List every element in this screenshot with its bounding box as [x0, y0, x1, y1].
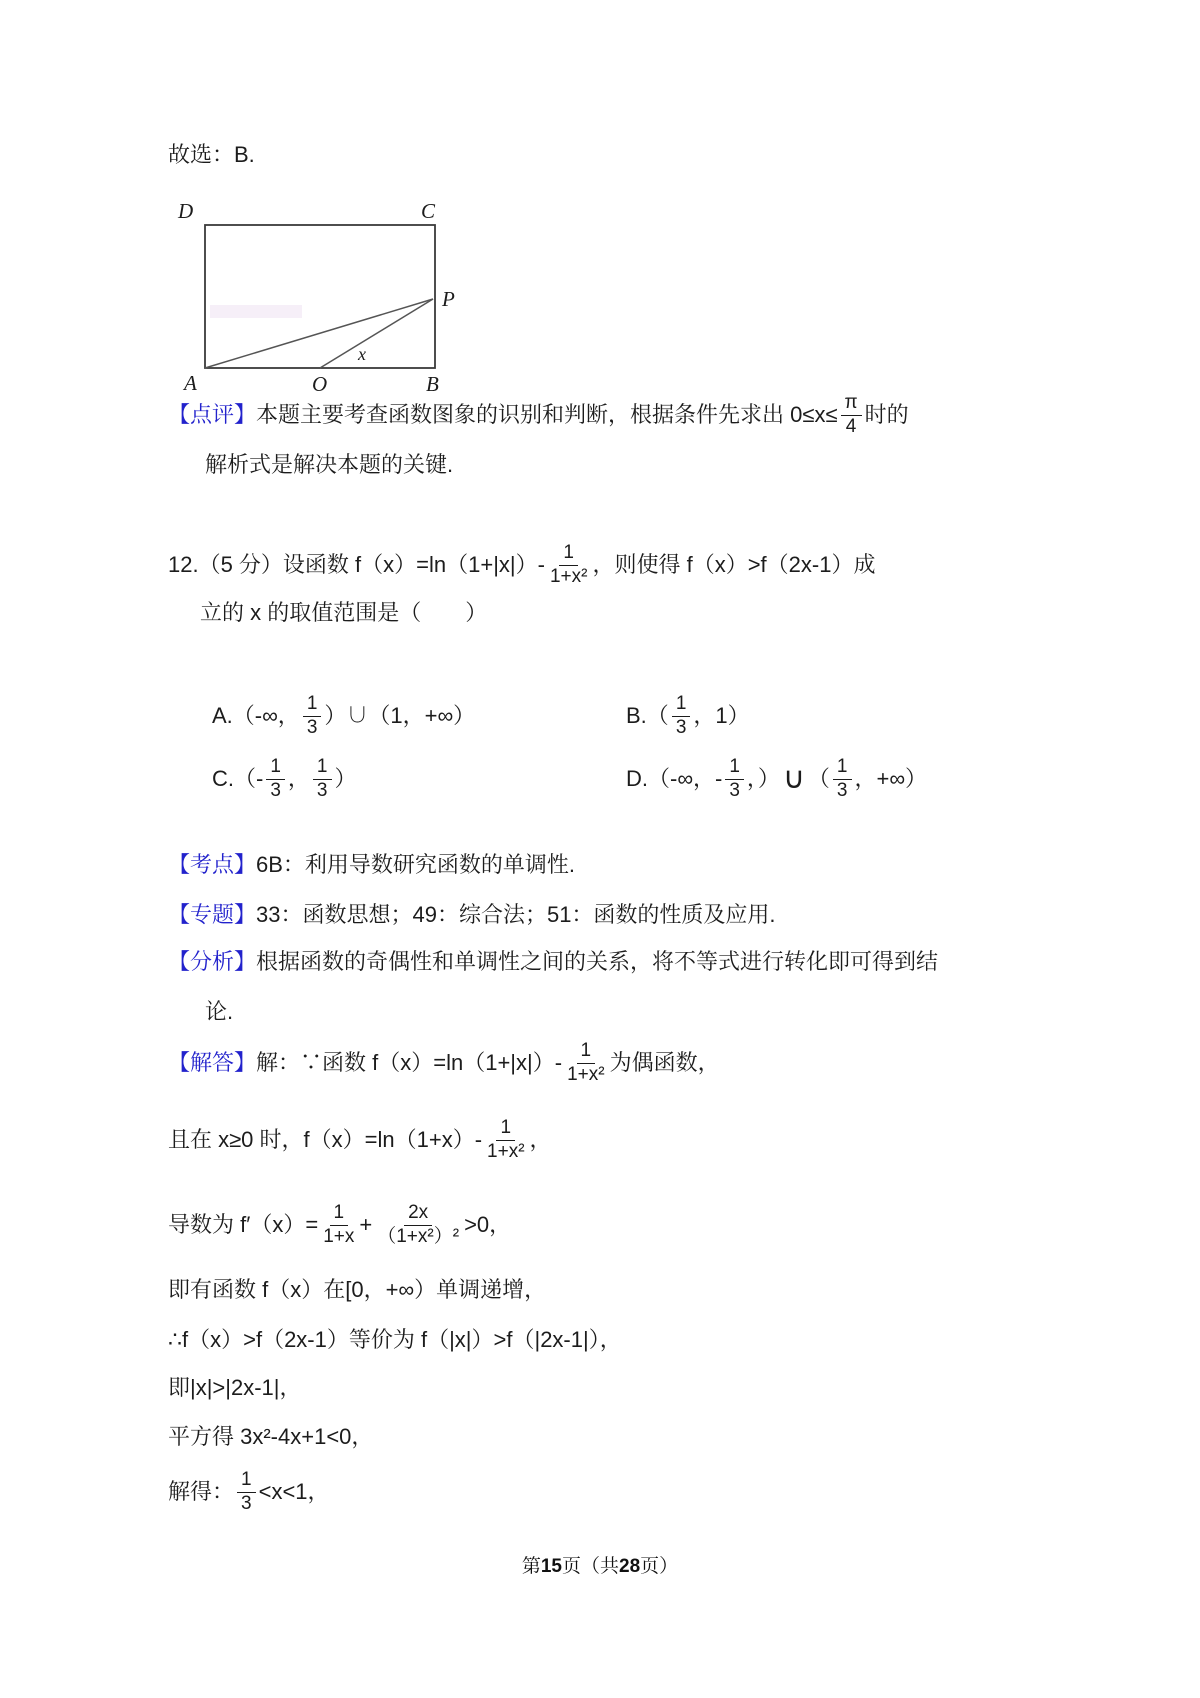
dianping-tag: 【点评】	[168, 401, 257, 427]
jieda-l4-text: 即有函数 f（x）在[0，+∞）单调递增，	[168, 1276, 547, 1302]
option-D-label: D.	[626, 765, 648, 791]
question-12-stem	[168, 533, 875, 597]
watermark-artifact	[210, 305, 302, 318]
option-B-pre: （	[646, 702, 669, 728]
fraction-1-over-1px: $\frac{1}{1+x}$	[323, 1202, 355, 1247]
zhuanti-tag: 【专题】	[168, 901, 257, 927]
jieda-line5	[168, 1323, 622, 1357]
option-D-mid: ，）	[746, 765, 780, 791]
option-C-mid: ，	[287, 765, 310, 791]
jieda-l8-pre: 解得：	[168, 1478, 235, 1504]
kaodian-text: 6B：利用导数研究函数的单调性.	[256, 851, 576, 877]
fraction-pi-4: $\frac{\pi}{4}$	[841, 392, 862, 438]
rectangle-outline	[205, 225, 435, 368]
option-C-post: ）	[334, 765, 357, 791]
jieda-line6	[168, 1371, 302, 1405]
label-C: C	[421, 199, 436, 223]
jieda-l3-pre: 导数为 f′（x）=	[168, 1211, 319, 1237]
footer-total-pages: 28	[619, 1556, 641, 1577]
jieda-l5-text: ∴f（x）>f（2x-1）等价为 f（|x|）>f（|2x-1|），	[168, 1326, 622, 1352]
option-A-label: A.	[212, 702, 233, 728]
rectangle-diagram	[170, 192, 480, 397]
option-C-label: C.	[212, 765, 234, 791]
option-A-post: ）∪（1，+∞）	[324, 702, 476, 728]
option-C-pre: （-	[234, 765, 264, 791]
geometry-figure	[170, 192, 480, 397]
option-D-mid2: （	[807, 765, 830, 791]
option-B-label: B.	[626, 702, 647, 728]
union-symbol: ∪	[782, 762, 805, 795]
dianping-text-end: 时的	[864, 401, 909, 427]
footer-page-number: 15	[540, 1556, 562, 1577]
jieda-l8-post: <x<1，	[258, 1478, 330, 1504]
option-B	[626, 684, 750, 748]
jieda-line7	[168, 1420, 373, 1454]
jieda-l2-post: ，	[529, 1126, 552, 1152]
jieda-line8	[168, 1460, 330, 1524]
dianping-line2-text: 解析式是解决本题的关键.	[205, 451, 454, 477]
kaodian-tag: 【考点】	[168, 851, 257, 877]
label-P: P	[442, 287, 455, 311]
label-A: A	[184, 371, 197, 395]
fraction-1-3: $\frac{1}{3}$	[833, 756, 852, 802]
fenxi-line2-text: 论.	[205, 998, 234, 1024]
footer-text: 页）	[640, 1556, 679, 1577]
line-O-P	[320, 299, 433, 368]
option-B-post: ，1）	[693, 702, 750, 728]
jieda-l2-pre: 且在 x≥0 时，f（x）=ln（1+x）-	[168, 1126, 483, 1152]
fraction-1-3: $\frac{1}{3}$	[725, 756, 744, 802]
jieda-l3-post: >0，	[464, 1211, 512, 1237]
dianping-line2	[205, 448, 453, 482]
kaodian-line	[168, 848, 575, 882]
fraction-1-3: $\frac{1}{3}$	[672, 693, 691, 739]
jieda-l1-post: 为偶函数，	[609, 1049, 720, 1075]
q12-text: 12.（5 分）设函数 f（x）=ln（1+|x|）-	[168, 551, 545, 577]
fraction-2x-over-1px2-squared: $\frac{2x}{\text{（1+x²）²}}$	[377, 1202, 460, 1247]
dianping-text: 本题主要考查函数图象的识别和判断，根据条件先求出 0≤x≤	[256, 401, 838, 427]
option-A	[212, 684, 475, 748]
label-D: D	[178, 199, 194, 223]
jieda-tag: 【解答】	[168, 1049, 257, 1075]
jieda-line1	[168, 1031, 720, 1095]
footer-text: 页（共	[561, 1556, 619, 1577]
q12-line2-text: 立的 x 的取值范围是（ ）	[200, 599, 488, 625]
answer-line	[168, 138, 255, 172]
fraction-1-3: $\frac{1}{3}$	[237, 1469, 256, 1515]
option-D-pre: （-∞，-	[648, 765, 723, 791]
q12-text-end: ，则使得 f（x）>f（2x-1）成	[592, 551, 876, 577]
fraction-1-3: $\frac{1}{3}$	[303, 693, 322, 739]
jieda-line4	[168, 1273, 546, 1307]
fraction-1-3: $\frac{1}{3}$	[266, 756, 285, 802]
plus-sign: +	[359, 1211, 373, 1237]
label-O: O	[312, 372, 328, 396]
jieda-l6-text: 即|x|>|2x-1|，	[168, 1374, 302, 1400]
zhuanti-text: 33：函数思想；49：综合法；51：函数的性质及应用.	[256, 901, 776, 927]
zhuanti-line	[168, 898, 776, 932]
label-B: B	[426, 372, 439, 396]
option-A-pre: （-∞，	[232, 702, 300, 728]
fenxi-line	[168, 945, 938, 979]
footer-text: 第	[521, 1556, 541, 1577]
answer-text: 故选：B.	[168, 141, 255, 167]
page-footer	[0, 1551, 1200, 1578]
fenxi-tag: 【分析】	[168, 948, 257, 974]
fenxi-line2	[205, 995, 233, 1029]
option-C	[212, 747, 357, 811]
jieda-l7-text: 平方得 3x²-4x+1<0，	[168, 1423, 374, 1449]
fraction-1-over-1px2: $\frac{1}{\text{1+x²}}$	[487, 1117, 525, 1162]
jieda-l1-pre: 解：∵函数 f（x）=ln（1+|x|）-	[256, 1049, 563, 1075]
jieda-line3	[168, 1187, 511, 1263]
fenxi-text: 根据函数的奇偶性和单调性之间的关系，将不等式进行转化即可得到结	[256, 948, 939, 974]
question-12-stem2	[200, 596, 487, 630]
fraction-1-over-1px2: $\frac{1}{\text{1+x²}}$	[549, 542, 588, 587]
option-D	[626, 747, 927, 811]
label-angle-x: x	[358, 344, 366, 364]
option-D-post: ，+∞）	[854, 765, 928, 791]
dianping-line	[168, 383, 909, 447]
fraction-1-3: $\frac{1}{3}$	[313, 756, 332, 802]
fraction-1-over-1px2: $\frac{1}{\text{1+x²}}$	[567, 1040, 605, 1085]
jieda-line2	[168, 1108, 552, 1172]
